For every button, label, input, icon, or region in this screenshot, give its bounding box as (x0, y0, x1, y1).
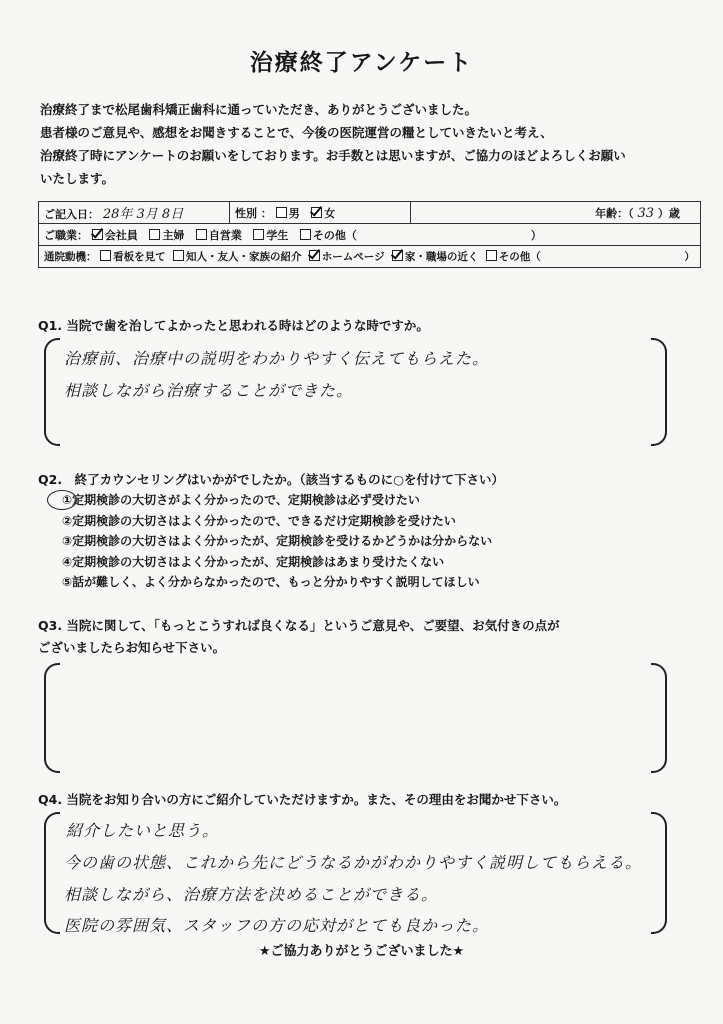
date-field[interactable]: 28年 3月 8日 (102, 207, 184, 222)
reason-option: その他（ (498, 251, 541, 263)
checkbox-student[interactable] (253, 229, 264, 240)
q1-question: Q1. 当院で歯を治してよかったと思われる時はどのような時ですか。 (38, 318, 429, 333)
q4-answer-line: 相談しながら、治療方法を決めることができる。 (64, 885, 439, 904)
respondent-info-table (38, 201, 701, 268)
page-title: 治療終了アンケート (249, 50, 474, 76)
q1-answer-line: 治療前、治療中の説明をわかりやすく伝えてもらえた。 (64, 349, 490, 368)
occupation-close-paren: ） (530, 228, 542, 242)
right-bracket (651, 338, 667, 446)
q4-answer-line: 紹介したいと思う。 (66, 821, 220, 840)
age-suffix: ）歳 (657, 206, 680, 220)
gender-cell (230, 202, 411, 224)
q4-answer-line: 今の歯の状態、これから先にどうなるかがわかりやすく説明してもらえる。 (64, 853, 643, 872)
left-bracket (44, 812, 60, 934)
gender-male-label: 男 (288, 206, 300, 220)
checkbox-referral[interactable] (173, 250, 184, 261)
reason-option: ホームページ (321, 251, 385, 263)
gender-female-label: 女 (324, 206, 336, 220)
checkbox-occupation-other[interactable] (300, 229, 311, 240)
checkbox-company-employee[interactable] (92, 229, 103, 240)
q2-options (62, 490, 492, 593)
intro-line: 治療終了まで松尾歯科矯正歯科に通っていただき、ありがとうございました。 (40, 102, 478, 117)
left-bracket (44, 338, 60, 446)
occupation-option: その他（ (312, 228, 357, 242)
q2-question: Q2. 終了カウンセリングはいかがでしたか。（該当するものに○を付けて下さい） (38, 472, 504, 487)
occupation-option: 主婦 (162, 228, 185, 242)
q2-option-2[interactable]: ②定期検診の大切さはよく分かったので、できるだけ定期検診を受けたい (62, 513, 456, 528)
q4-question: Q4. 当院をお知り合いの方にご紹介していただけますか。また、その理由をお聞かせ下さい。 (38, 792, 567, 807)
checkbox-homepage[interactable] (309, 250, 320, 261)
reason-label: 通院動機： (44, 251, 97, 263)
right-bracket (651, 663, 667, 773)
left-bracket (44, 663, 60, 773)
selected-option-circle (47, 490, 77, 510)
reason-option: 知人・友人・家族の紹介 (185, 251, 302, 263)
q1-answer-area[interactable] (44, 338, 667, 446)
occupation-option: 自営業 (208, 228, 242, 242)
age-label: 年齢：（ (595, 206, 634, 220)
q1-answer-line: 相談しながら治療することができた。 (64, 381, 354, 400)
q2-option-4[interactable]: ④定期検診の大切さはよく分かったが、定期検診はあまり受けたくない (62, 554, 445, 569)
intro-text (40, 98, 680, 190)
checkbox-male[interactable] (276, 207, 287, 218)
q3-question-line2: ございましたらお知らせ下さい。 (38, 640, 226, 655)
date-label: ご記入日： (44, 208, 99, 221)
checkbox-signboard[interactable] (100, 250, 111, 261)
checkbox-near-home-work[interactable] (392, 250, 403, 261)
q3-answer-area[interactable] (44, 663, 667, 773)
right-bracket (651, 812, 667, 934)
checkbox-female[interactable] (311, 207, 322, 218)
thanks-footer: ★ご協力ありがとうございました★ (258, 944, 465, 959)
reason-close-paren: ） (684, 251, 695, 263)
checkbox-housewife[interactable] (149, 229, 160, 240)
q4-answer-area[interactable] (44, 812, 667, 934)
reason-option: 家・職場の近く (404, 251, 479, 263)
intro-line: いたします。 (40, 171, 115, 186)
q2-option-5[interactable]: ⑤話が難しく、よく分からなかったので、もっと分かりやすく説明してほしい (62, 575, 480, 589)
occupation-label: ご職業： (44, 228, 88, 242)
gender-label: 性別 ： (235, 206, 272, 220)
checkbox-reason-other[interactable] (486, 250, 497, 261)
age-field[interactable]: 33 (637, 205, 655, 221)
q4-answer-line: 医院の雰囲気、スタッフの方の応対がとても良かった。 (64, 916, 490, 935)
q2-option-3[interactable]: ③定期検診の大切さはよく分かったが、定期検診を受けるかどうかは分からない (62, 534, 493, 548)
intro-line: 治療終了時にアンケートのお願いをしております。お手数とは思いますが、ご協力のほどよろしくお願い (40, 148, 626, 163)
intro-line: 患者様のご意見や、感想をお聞きすることで、今後の医院運営の糧としていきたいと考え、 (40, 125, 553, 140)
reason-option: 看板を見て (113, 251, 166, 263)
q3-question-line1: Q3. 当院に関して、「もっとこうすれば良くなる」というご意見や、ご要望、お気付きの点が (38, 618, 560, 633)
q2-option-1[interactable]: ①定期検診の大切さがよく分かったので、定期検診は必ず受けたい (62, 493, 420, 507)
occupation-option: 会社員 (104, 228, 138, 242)
checkbox-self-employed[interactable] (196, 229, 207, 240)
occupation-option: 学生 (266, 228, 289, 242)
